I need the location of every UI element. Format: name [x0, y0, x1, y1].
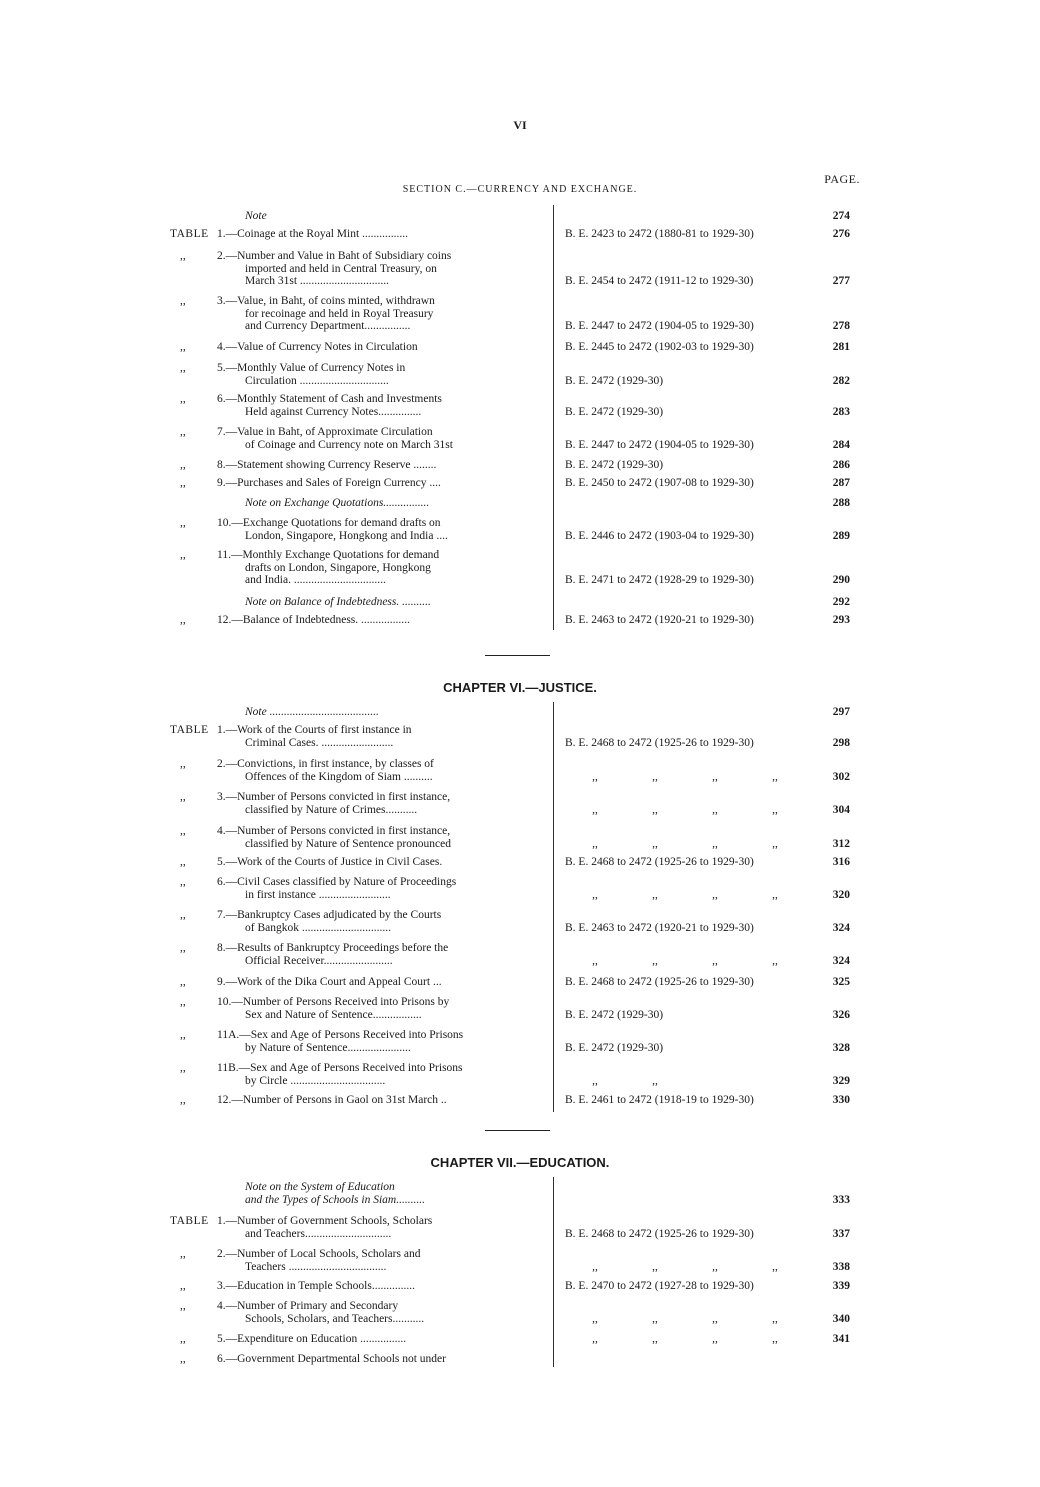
entry-description [217, 393, 533, 418]
ditto-mark: ,, [592, 1312, 598, 1325]
entry-description [217, 909, 533, 934]
entry-line: for recoinage and held in Royal Treasury [245, 307, 434, 320]
entry-line: classified by Nature of Crimes........... [245, 803, 418, 816]
entry-description [217, 1029, 533, 1054]
entry-period: B. E. 2461 to 2472 (1918-19 to 1929-30) [565, 1094, 754, 1106]
entry-period: B. E. 2472 (1929-30) [565, 405, 664, 418]
ditto-mark: ,, [180, 942, 186, 954]
ditto-mark: ,, [712, 770, 718, 783]
ditto-mark: ,, [712, 1333, 718, 1345]
ditto-mark: ,, [180, 549, 186, 561]
ditto-mark: ,, [652, 1312, 658, 1325]
page-ref: 290 [832, 574, 850, 586]
page-ref: 320 [832, 888, 850, 901]
ditto-mark: ,, [180, 856, 186, 868]
entry-period [565, 1075, 810, 1088]
entry-description [217, 706, 533, 719]
entry-line: 3.—Education in Temple Schools............... [217, 1280, 415, 1292]
ditto-mark: ,, [180, 1300, 186, 1312]
ditto-mark: ,, [592, 1260, 598, 1273]
ditto-mark: ,, [180, 517, 186, 529]
page-ref: 289 [832, 529, 850, 542]
entry-description [217, 758, 533, 783]
entry-description [217, 1062, 533, 1087]
entry-line: 4.—Number of Persons convicted in first instance, [217, 825, 451, 837]
entry-line: Held against Currency Notes............... [245, 405, 422, 418]
ditto-mark: ,, [652, 837, 658, 850]
entry-period [565, 889, 810, 902]
entry-line: 8.—Results of Bankruptcy Proceedings before the [217, 942, 449, 954]
entry-period [565, 1333, 810, 1346]
entry-period: B. E. 2468 to 2472 (1925-26 to 1929-30) [565, 856, 754, 868]
entry-line: drafts on London, Singapore, Hongkong [245, 561, 431, 574]
entry-line: Criminal Cases. ......................... [245, 736, 394, 749]
page-ref: 302 [832, 770, 850, 783]
page-ref: 281 [832, 341, 850, 353]
section-rule [485, 655, 550, 656]
entry-line: 3.—Value, in Baht, of coins minted, withdrawn [217, 295, 435, 307]
page-ref: 333 [832, 1193, 850, 1206]
ditto-mark: ,, [180, 1062, 186, 1074]
section-rule [485, 1130, 550, 1131]
ditto-mark: ,, [180, 295, 186, 307]
entry-line: 1.—Coinage at the Royal Mint ................ [217, 228, 409, 240]
entry-period: B. E. 2472 (1929-30) [565, 1008, 664, 1021]
ditto-mark: ,, [180, 1333, 186, 1345]
ditto-mark: ,, [180, 426, 186, 438]
page-ref: 287 [832, 477, 850, 489]
page-ref: 283 [832, 405, 850, 418]
ditto-mark: ,, [652, 1333, 658, 1345]
ditto-mark: ,, [180, 909, 186, 921]
ditto-mark: ,, [592, 837, 598, 850]
ditto-mark: ,, [592, 770, 598, 783]
entry-description [217, 1280, 533, 1293]
ditto-mark: ,, [180, 758, 186, 770]
ditto-mark: ,, [772, 1312, 778, 1325]
entry-description [217, 295, 533, 333]
entry-line: 11A.—Sex and Age of Persons Received into Prisons [217, 1029, 464, 1041]
entry-period [565, 771, 810, 784]
page-ref: 339 [832, 1280, 850, 1292]
page-ref: 286 [832, 459, 850, 471]
entry-line: 8.—Statement showing Currency Reserve ........ [217, 459, 437, 471]
page-ref: 282 [832, 374, 850, 387]
ditto-mark: ,, [180, 1248, 186, 1260]
page-ref: 288 [832, 497, 850, 509]
entry-description [217, 210, 533, 223]
page-ref: 330 [832, 1094, 850, 1106]
entry-description [217, 1181, 533, 1206]
entry-description [217, 1333, 533, 1346]
ditto-mark: ,, [180, 477, 186, 489]
entry-description [217, 517, 533, 542]
entry-line: Schools, Scholars, and Teachers........... [245, 1312, 425, 1325]
entry-line: by Circle ................................. [245, 1074, 386, 1087]
ditto-mark: ,, [652, 1074, 658, 1087]
page-ref: 326 [832, 1008, 850, 1021]
entry-line: 2.—Convictions, in first instance, by classes of [217, 758, 434, 770]
entry-line: 12.—Balance of Indebtedness. ................. [217, 614, 410, 626]
entry-period: B. E. 2450 to 2472 (1907-08 to 1929-30) [565, 477, 754, 489]
entry-description [217, 341, 533, 354]
entry-line: 11.—Monthly Exchange Quotations for demand [217, 549, 440, 561]
entry-line: 9.—Purchases and Sales of Foreign Currency .... [217, 477, 441, 489]
ditto-mark: ,, [712, 837, 718, 850]
entry-line: Note on Balance of Indebtedness. .......... [245, 596, 431, 608]
table-label: TABLE [170, 228, 209, 240]
ditto-mark: ,, [180, 614, 186, 626]
page-ref: 276 [832, 228, 850, 240]
entry-period: B. E. 2472 (1929-30) [565, 1041, 664, 1054]
ditto-mark: ,, [592, 1074, 598, 1087]
entry-line: Note on Exchange Quotations................ [245, 497, 430, 509]
entry-description [217, 459, 533, 472]
page-ref: 341 [832, 1333, 850, 1345]
ditto-mark: ,, [180, 459, 186, 471]
section-c-title: SECTION C.—CURRENCY AND EXCHANGE. [402, 184, 638, 195]
entry-description [217, 250, 533, 288]
ditto-mark: ,, [652, 954, 658, 967]
ditto-mark: ,, [772, 803, 778, 816]
entry-line: 12.—Number of Persons in Gaol on 31st March .. [217, 1094, 447, 1106]
entry-period [565, 1261, 810, 1274]
ditto-mark: ,, [652, 1260, 658, 1273]
table-label: TABLE [170, 1215, 209, 1227]
entry-line: 6.—Government Departmental Schools not under [217, 1353, 446, 1365]
ditto-mark: ,, [592, 888, 598, 901]
entry-line: Note [245, 210, 267, 222]
chapter-vi-title: CHAPTER VI.—JUSTICE. [443, 680, 597, 695]
entry-line: March 31st ............................... [245, 275, 390, 287]
entry-period [565, 955, 810, 968]
ditto-mark: ,, [652, 888, 658, 901]
page-ref: 292 [832, 596, 850, 608]
entry-period: B. E. 2445 to 2472 (1902-03 to 1929-30) [565, 341, 754, 353]
ditto-mark: ,, [712, 803, 718, 816]
ditto-mark: ,, [592, 1333, 598, 1345]
entry-line: imported and held in Central Treasury, on [245, 262, 437, 275]
entry-line: 2.—Number and Value in Baht of Subsidiary coins [217, 250, 452, 262]
entry-line: 1.—Number of Government Schools, Scholars [217, 1215, 433, 1227]
ditto-mark: ,, [180, 393, 186, 405]
ditto-mark: ,, [180, 1029, 186, 1041]
ditto-mark: ,, [180, 791, 186, 803]
entry-line: Sex and Nature of Sentence................. [245, 1008, 422, 1021]
page-ref: 328 [832, 1041, 850, 1054]
entry-line: London, Singapore, Hongkong and India .... [245, 529, 448, 542]
entry-line: Offences of the Kingdom of Siam .......... [245, 770, 433, 783]
entry-period: B. E. 2472 (1929-30) [565, 459, 664, 471]
column-divider [553, 205, 554, 630]
page-ref: 298 [832, 736, 850, 749]
entry-line: 5.—Work of the Courts of Justice in Civil Cases. [217, 856, 443, 868]
entry-line: Note on the System of Education [245, 1181, 395, 1193]
page-ref: 293 [832, 614, 850, 626]
entry-period: B. E. 2447 to 2472 (1904-05 to 1929-30) [565, 438, 754, 451]
entry-description [217, 596, 533, 609]
ditto-mark: ,, [180, 1280, 186, 1292]
entry-line: Circulation ............................... [245, 374, 389, 387]
entry-description [217, 825, 533, 850]
ditto-mark: ,, [712, 1312, 718, 1325]
page-ref: 278 [832, 320, 850, 332]
entry-period [565, 838, 810, 851]
ditto-mark: ,, [180, 341, 186, 353]
column-divider [553, 702, 554, 1112]
ditto-mark: ,, [652, 770, 658, 783]
entry-description [217, 996, 533, 1021]
ditto-mark: ,, [772, 1260, 778, 1273]
entry-period: B. E. 2468 to 2472 (1925-26 to 1929-30) [565, 736, 754, 749]
entry-period: B. E. 2468 to 2472 (1925-26 to 1929-30) [565, 976, 754, 988]
ditto-mark: ,, [772, 770, 778, 783]
entry-line: of Bangkok ............................... [245, 921, 391, 934]
entry-line: by Nature of Sentence...................... [245, 1041, 411, 1054]
entry-description [217, 228, 533, 241]
entry-line: 4.—Value of Currency Notes in Circulation [217, 341, 418, 353]
page-ref: 337 [832, 1227, 850, 1240]
ditto-mark: ,, [772, 837, 778, 850]
page-ref: 325 [832, 976, 850, 988]
ditto-mark: ,, [592, 954, 598, 967]
ditto-mark: ,, [772, 954, 778, 967]
entry-description [217, 362, 533, 387]
entry-description [217, 1300, 533, 1325]
entry-period: B. E. 2447 to 2472 (1904-05 to 1929-30) [565, 320, 754, 332]
entry-description [217, 856, 533, 869]
entry-line: and the Types of Schools in Siam.......... [245, 1193, 425, 1206]
entry-line: 7.—Value in Baht, of Approximate Circulation [217, 426, 433, 438]
page-ref: 324 [832, 921, 850, 934]
ditto-mark: ,, [180, 825, 186, 837]
entry-period: B. E. 2468 to 2472 (1925-26 to 1929-30) [565, 1227, 754, 1240]
entry-line: 4.—Number of Primary and Secondary [217, 1300, 399, 1312]
ditto-mark: ,, [772, 888, 778, 901]
entry-period: B. E. 2463 to 2472 (1920-21 to 1929-30) [565, 614, 754, 626]
entry-line: and India. ................................ [245, 574, 386, 586]
entry-description [217, 1353, 533, 1366]
page-ref: 284 [832, 438, 850, 451]
entry-line: 3.—Number of Persons convicted in first instance, [217, 791, 451, 803]
entry-period [565, 804, 810, 817]
entry-description [217, 1215, 533, 1240]
ditto-mark: ,, [180, 1094, 186, 1106]
ditto-mark: ,, [180, 362, 186, 374]
entry-line: and Currency Department................ [245, 320, 411, 332]
entry-description [217, 876, 533, 901]
page-ref: 312 [832, 837, 850, 850]
entry-line: classified by Nature of Sentence pronounced [245, 837, 451, 850]
entry-period: B. E. 2423 to 2472 (1880-81 to 1929-30) [565, 228, 754, 240]
entry-line: 7.—Bankruptcy Cases adjudicated by the Courts [217, 909, 442, 921]
entry-line: 5.—Expenditure on Education ................ [217, 1333, 407, 1345]
entry-line: 10.—Exchange Quotations for demand drafts on [217, 517, 441, 529]
entry-period [565, 1313, 810, 1326]
entry-line: 10.—Number of Persons Received into Prisons by [217, 996, 450, 1008]
entry-description [217, 791, 533, 816]
ditto-mark: ,, [772, 1333, 778, 1345]
entry-period: B. E. 2471 to 2472 (1928-29 to 1929-30) [565, 574, 754, 586]
entry-description [217, 724, 533, 749]
ditto-mark: ,, [180, 250, 186, 262]
chapter-vii-title: CHAPTER VII.—EDUCATION. [430, 1155, 610, 1170]
page-ref: 338 [832, 1260, 850, 1273]
entry-description [217, 942, 533, 967]
entry-line: 2.—Number of Local Schools, Scholars and [217, 1248, 421, 1260]
ditto-mark: ,, [712, 888, 718, 901]
page-ref: 274 [832, 210, 850, 222]
ditto-mark: ,, [180, 1353, 186, 1365]
ditto-mark: ,, [652, 803, 658, 816]
column-divider [553, 1177, 554, 1367]
entry-period: B. E. 2470 to 2472 (1927-28 to 1929-30) [565, 1280, 754, 1292]
ditto-mark: ,, [180, 996, 186, 1008]
page-ref: 340 [832, 1312, 850, 1325]
table-label: TABLE [170, 724, 209, 736]
entry-line: 5.—Monthly Value of Currency Notes in [217, 362, 406, 374]
entry-description [217, 497, 533, 510]
page-ref: 304 [832, 803, 850, 816]
entry-period: B. E. 2454 to 2472 (1911-12 to 1929-30) [565, 275, 754, 287]
entry-period: B. E. 2446 to 2472 (1903-04 to 1929-30) [565, 529, 754, 542]
entry-description [217, 549, 533, 587]
entry-line: of Coinage and Currency note on March 31st [245, 438, 453, 451]
ditto-mark: ,, [180, 976, 186, 988]
page-column-header: PAGE. [824, 172, 860, 186]
page-ref: 329 [832, 1074, 850, 1087]
ditto-mark: ,, [592, 803, 598, 816]
entry-line: Note ...................................... [245, 706, 379, 718]
page-number: VI [513, 118, 527, 132]
entry-line: 11B.—Sex and Age of Persons Received into Prisons [217, 1062, 463, 1074]
page-ref: 324 [832, 954, 850, 967]
page-ref: 316 [832, 856, 850, 868]
entry-description [217, 614, 533, 627]
entry-description [217, 426, 533, 451]
page-ref: 297 [832, 706, 850, 718]
entry-description [217, 1094, 533, 1107]
ditto-mark: ,, [712, 954, 718, 967]
entry-line: 9.—Work of the Dika Court and Appeal Court ... [217, 976, 442, 988]
page-ref: 277 [832, 275, 850, 287]
entry-line: 1.—Work of the Courts of first instance in [217, 724, 412, 736]
entry-description [217, 477, 533, 490]
entry-period: B. E. 2463 to 2472 (1920-21 to 1929-30) [565, 921, 754, 934]
entry-line: and Teachers.............................. [245, 1227, 392, 1240]
ditto-mark: ,, [712, 1260, 718, 1273]
entry-line: Teachers .................................. [245, 1260, 387, 1273]
entry-description [217, 1248, 533, 1273]
entry-period: B. E. 2472 (1929-30) [565, 374, 664, 387]
entry-description [217, 976, 533, 989]
entry-line: 6.—Monthly Statement of Cash and Investments [217, 393, 442, 405]
entry-line: in first instance ......................... [245, 888, 391, 901]
ditto-mark: ,, [180, 876, 186, 888]
entry-line: Official Receiver........................ [245, 954, 393, 967]
entry-line: 6.—Civil Cases classified by Nature of Proceedings [217, 876, 457, 888]
